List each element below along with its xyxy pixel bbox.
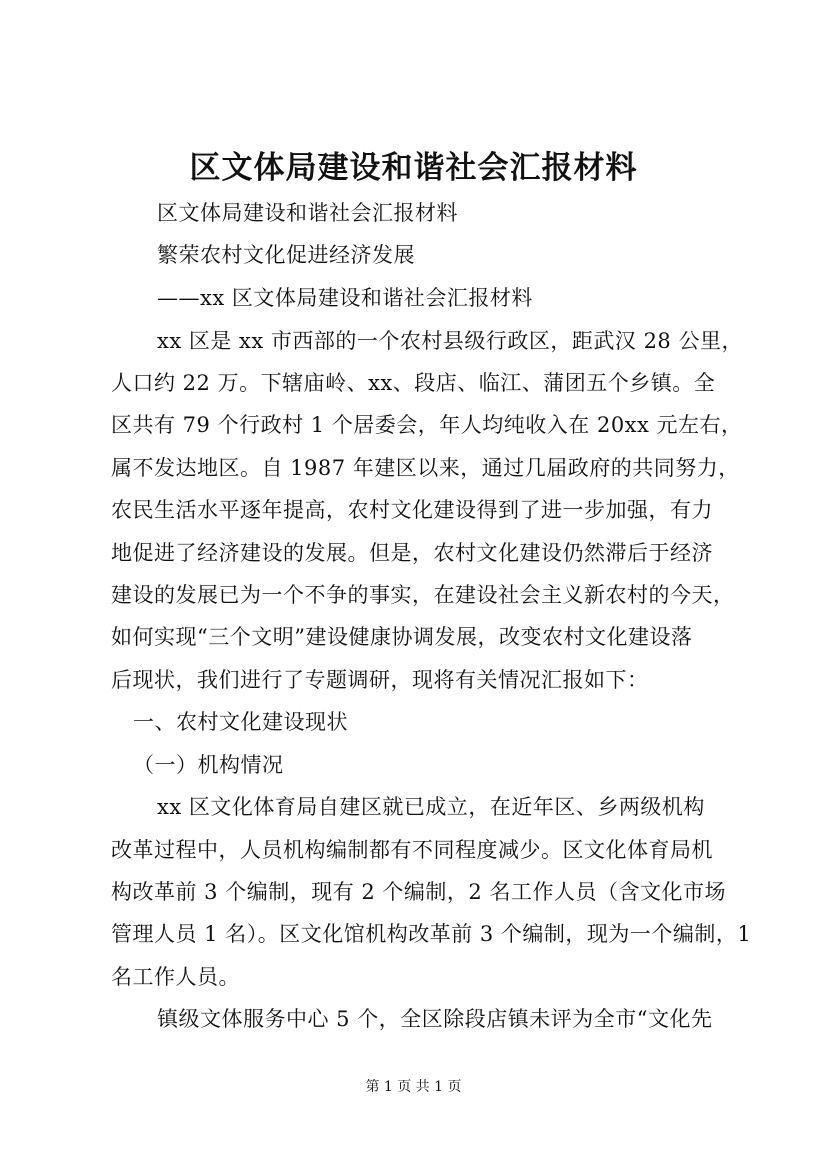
- subtitle-line: 区文体局建设和谐社会汇报材料: [157, 201, 458, 225]
- section-heading: 一、农村文化建设现状: [133, 710, 348, 734]
- paragraph-line: 名工作人员。: [111, 965, 240, 989]
- paragraph-line: 如何实现“三个文明”建设健康协调发展，改变农村文化建设落: [111, 625, 693, 649]
- paragraph-line: 改革过程中，人员机构编制都有不同程度减少。区文化体育局机: [111, 838, 713, 862]
- paragraph-line: 农民生活水平逐年提高，农村文化建设得到了进一步加强，有力: [111, 498, 713, 522]
- paragraph-line: 镇级文体服务中心 5 个，全区除段店镇未评为全市“文化先: [157, 1007, 713, 1031]
- paragraph-line: 区共有 79 个行政村 1 个居委会，年人均纯收入在 20xx 元左右，: [111, 413, 743, 437]
- subtitle-line: ——xx 区文体局建设和谐社会汇报材料: [157, 286, 533, 310]
- paragraph-line: 构改革前 3 个编制，现有 2 个编制，2 名工作人员（含文化市场: [111, 880, 726, 904]
- subtitle-line: 繁荣农村文化促进经济发展: [157, 243, 415, 267]
- document-title: 区文体局建设和谐社会汇报材料: [189, 150, 638, 186]
- page-footer: 第 1 页 共 1 页: [365, 1079, 462, 1095]
- paragraph-line: 后现状，我们进行了专题调研，现将有关情况汇报如下：: [111, 668, 649, 692]
- paragraph-line: 地促进了经济建设的发展。但是，农村文化建设仍然滞后于经济: [111, 541, 713, 565]
- paragraph-line: 建设的发展已为一个不争的事实，在建设社会主义新农村的今天，: [111, 583, 735, 607]
- paragraph-line: 人口约 22 万。下辖庙岭、xx、段店、临江、蒲团五个乡镇。全: [111, 371, 716, 395]
- paragraph-line: 管理人员 1 名）。区文化馆机构改革前 3 个编制，现为一个编制，1: [111, 922, 752, 946]
- paragraph-line: 属不发达地区。自 1987 年建区以来，通过几届政府的共同努力，: [111, 456, 740, 480]
- subsection-heading: （一）机构情况: [133, 753, 284, 777]
- paragraph-line: xx 区文化体育局自建区就已成立，在近年区、乡两级机构: [157, 795, 705, 819]
- paragraph-line: xx 区是 xx 市西部的一个农村县级行政区，距武汉 28 公里，: [157, 329, 743, 353]
